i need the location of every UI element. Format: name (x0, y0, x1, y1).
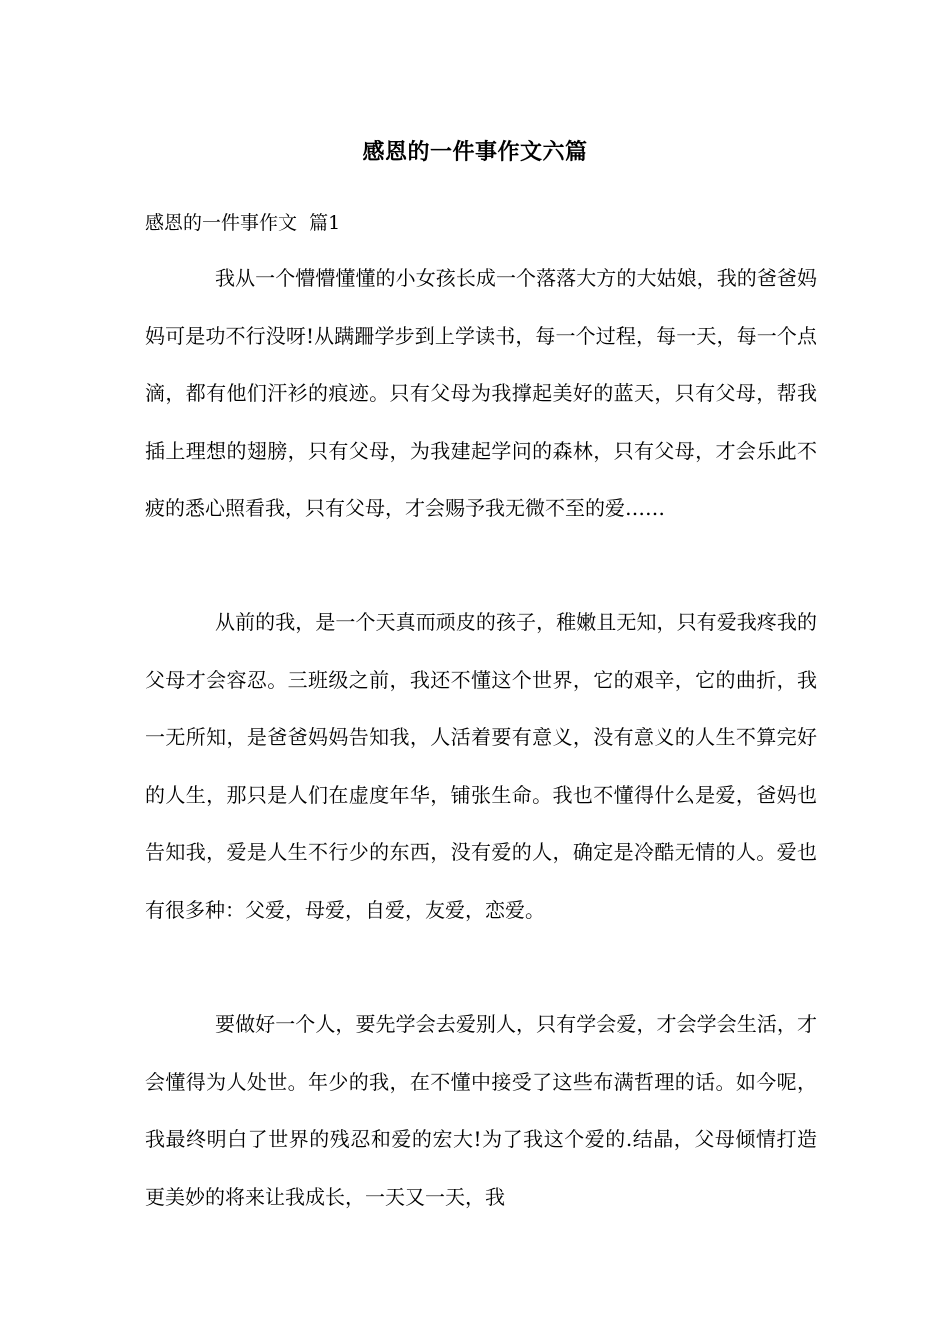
paragraph-1: 我从一个懵懵懂懂的小女孩长成一个落落大方的大姑娘，我的爸爸妈妈可是功不行没呀!从蹒跚学步到上学读书，每一个过程，每一天，每一个点滴，都有他们汗衫的痕迹。只有父母为我撑起美好的蓝天，只有父母，帮我插上理想的翅膀，只有父母，为我建起学问的森林，只有父母，才会乐此不疲的悉心照看我，只有父母，才会赐予我无微不至的爱…… (145, 266, 817, 520)
paragraph-3: 要做好一个人，要先学会去爱别人，只有学会爱，才会学会生活，才会懂得为人处世。年少的我，在不懂中接受了这些布满哲理的话。如今呢，我最终明白了世界的残忍和爱的宏大!为了我这个爱的.结晶，父母倾情打造更美妙的将来让我成长，一天又一天，我 (145, 1012, 817, 1209)
document-title: 感恩的一件事作文六篇 (362, 139, 588, 165)
section-heading: 感恩的一件事作文 篇1 (145, 212, 341, 234)
paragraph-2: 从前的我，是一个天真而顽皮的孩子，稚嫩且无知，只有爱我疼我的父母才会容忍。三班级之前，我还不懂这个世界，它的艰辛，它的曲折，我一无所知，是爸爸妈妈告知我，人活着要有意义，没有意义的人生不算完好的人生，那只是人们在虚度年华，铺张生命。我也不懂得什么是爱，爸妈也告知我，爱是人生不行少的东西，没有爱的人，确定是冷酷无情的人。爱也有很多种：父爱，母爱，自爱，友爱，恋爱。 (145, 610, 817, 922)
